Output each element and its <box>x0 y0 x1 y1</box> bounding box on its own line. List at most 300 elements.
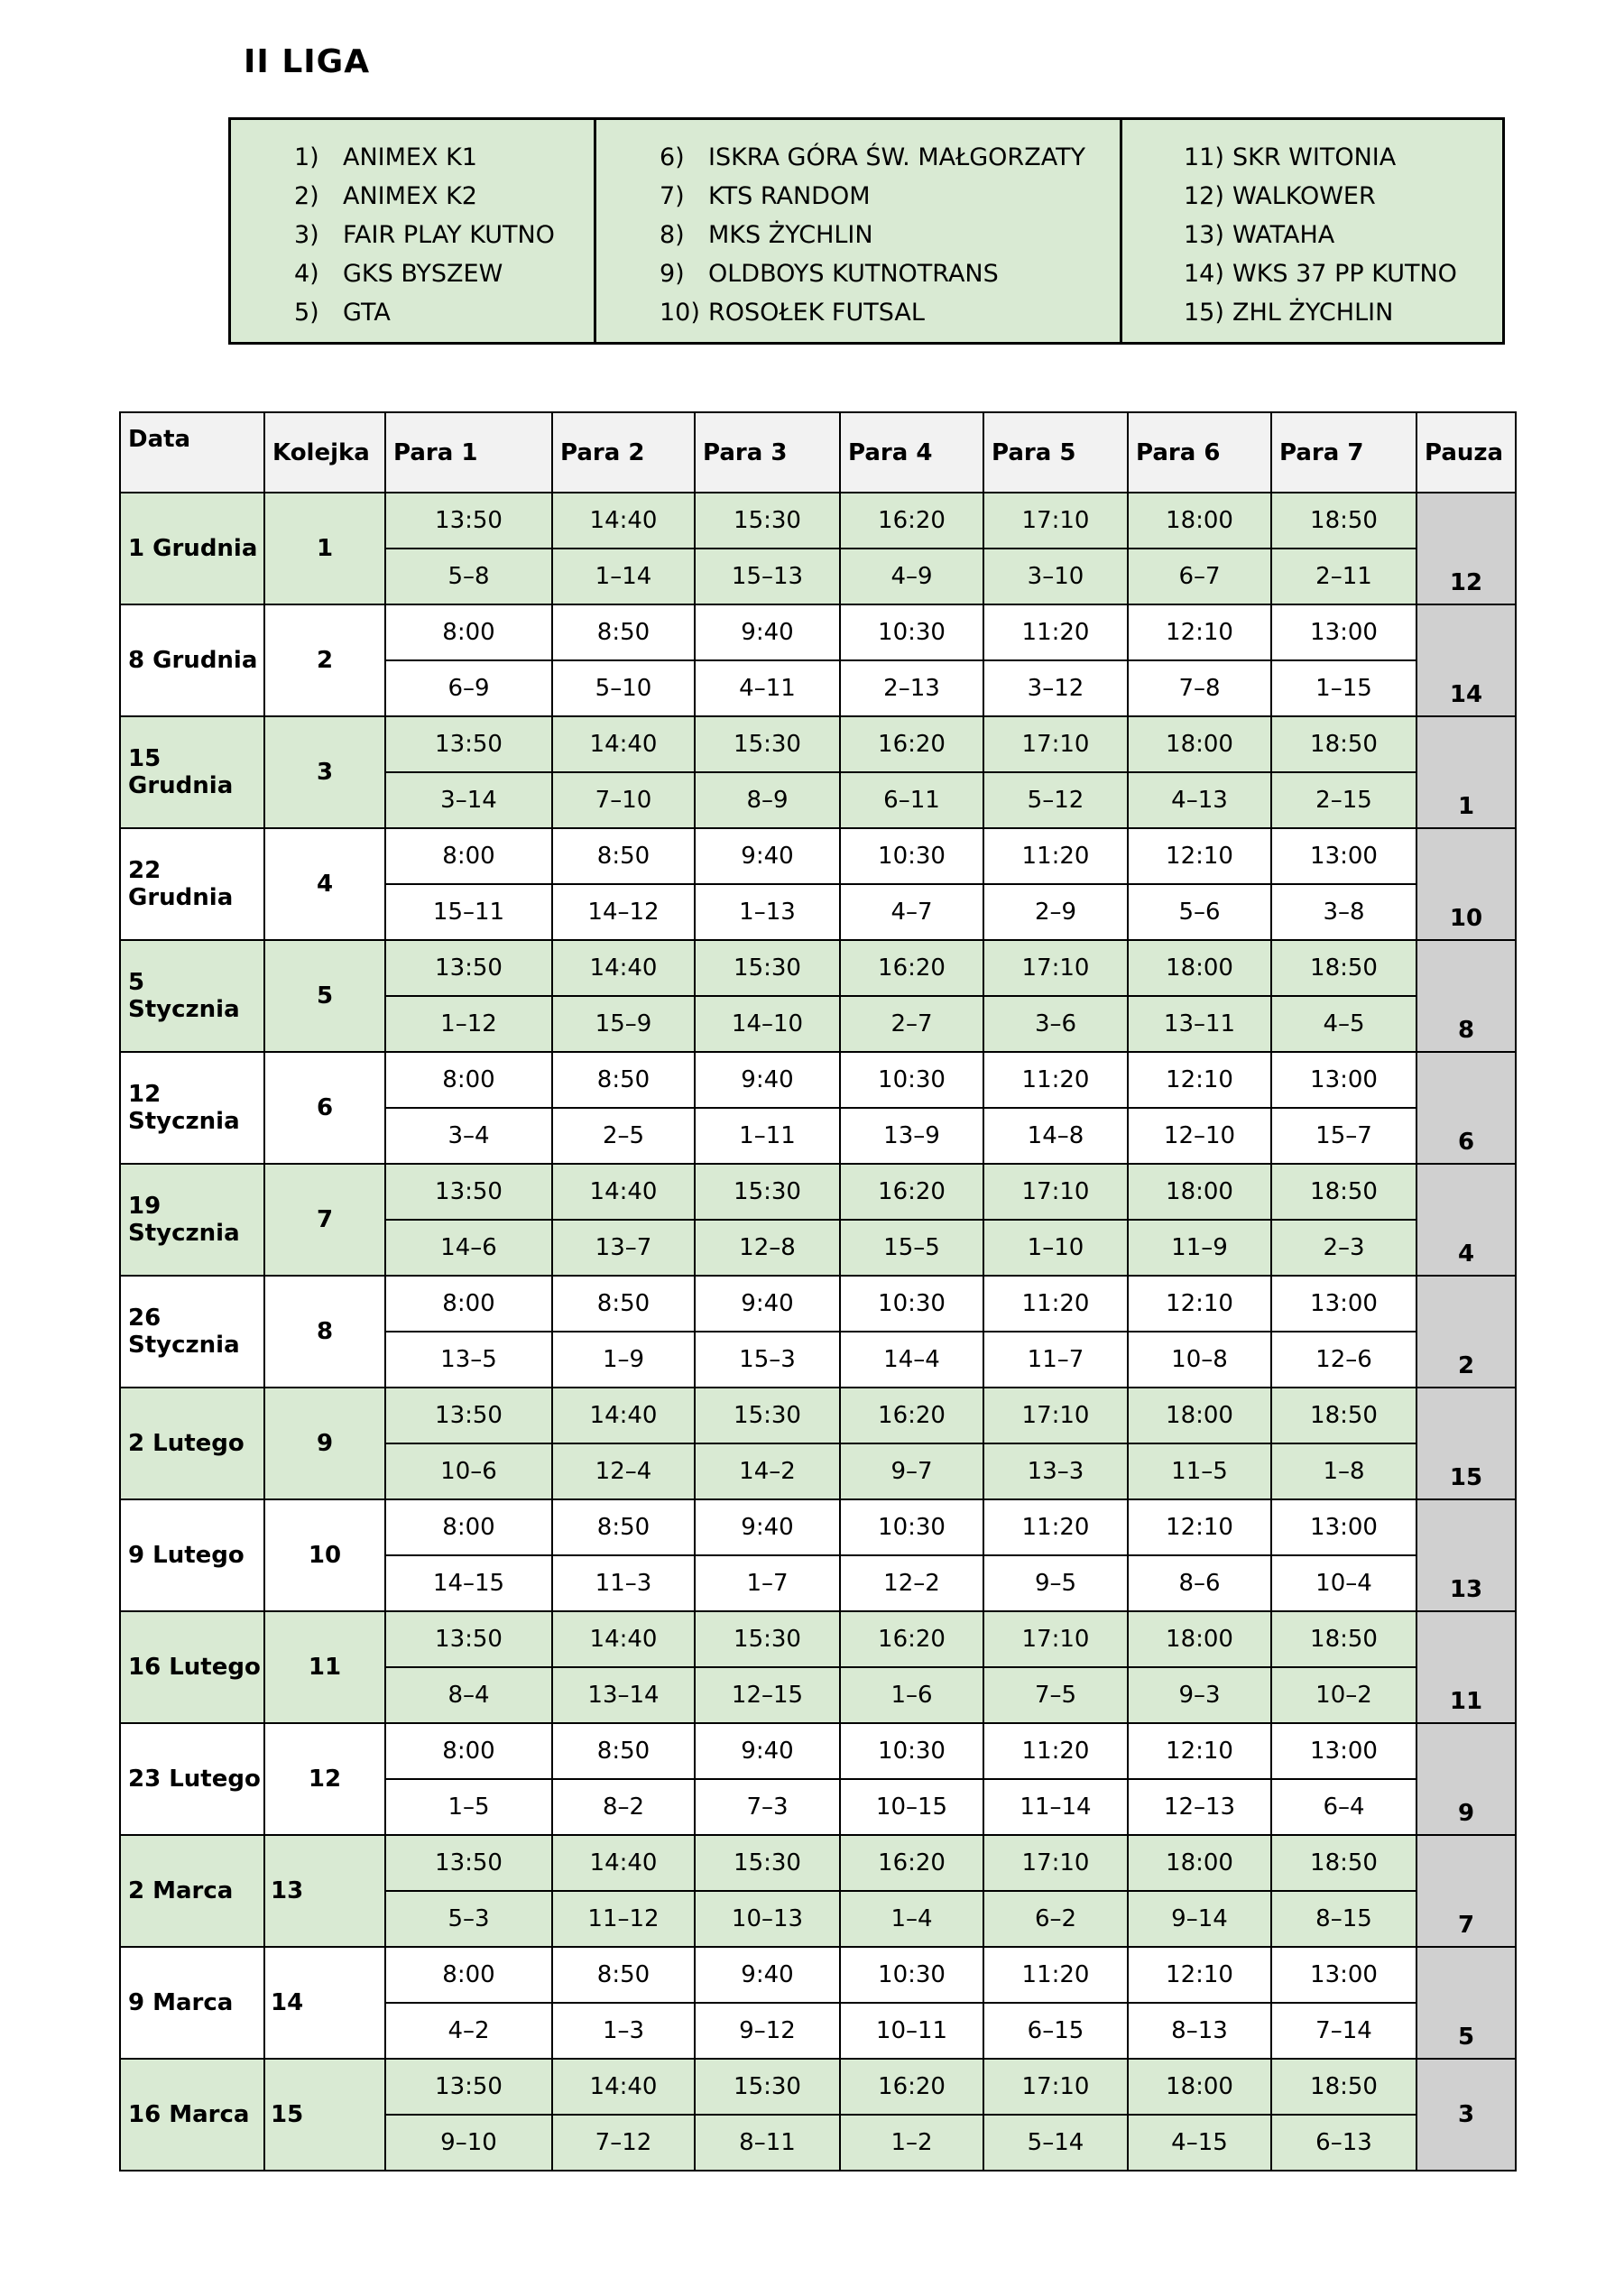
match-pair: 14–2 <box>695 1443 840 1499</box>
team-number: 5) <box>294 299 319 327</box>
match-pair: 1–14 <box>552 549 695 604</box>
match-pair: 4–11 <box>695 660 840 716</box>
team-entry <box>294 177 594 216</box>
team-name: ISKRA GÓRA ŚW. MAŁGORZATY <box>708 143 1086 171</box>
match-time: 18:00 <box>1128 2059 1271 2115</box>
match-time: 9:40 <box>695 1499 840 1555</box>
match-time: 13:50 <box>385 2059 552 2115</box>
team-entry <box>294 138 594 177</box>
header-para-2: Para 2 <box>552 412 695 493</box>
teams-column-3 <box>1120 120 1502 342</box>
match-time: 18:00 <box>1128 1835 1271 1891</box>
match-time: 16:20 <box>840 1388 983 1443</box>
pause-team: 7 <box>1416 1835 1516 1947</box>
match-pair: 11–5 <box>1128 1443 1271 1499</box>
match-pair: 5–8 <box>385 549 552 604</box>
match-pair: 7–12 <box>552 2115 695 2171</box>
round-time-row <box>120 2059 1516 2115</box>
match-time: 18:50 <box>1271 1164 1416 1220</box>
match-time: 12:10 <box>1128 1947 1271 2003</box>
match-pair: 11–9 <box>1128 1220 1271 1276</box>
match-pair: 9–3 <box>1128 1667 1271 1723</box>
match-pair: 2–5 <box>552 1108 695 1164</box>
match-pair: 2–11 <box>1271 549 1416 604</box>
match-pair: 8–13 <box>1128 2003 1271 2059</box>
match-time: 13:00 <box>1271 604 1416 660</box>
match-time: 13:00 <box>1271 1947 1416 2003</box>
round-date: 12 Stycznia <box>120 1052 264 1164</box>
round-number: 6 <box>264 1052 385 1164</box>
match-time: 18:50 <box>1271 716 1416 772</box>
match-pair: 1–6 <box>840 1667 983 1723</box>
match-time: 11:20 <box>983 1499 1128 1555</box>
team-number: 2) <box>294 182 319 210</box>
match-time: 13:00 <box>1271 1276 1416 1332</box>
header-pauza: Pauza <box>1416 412 1516 493</box>
team-entry <box>294 254 594 293</box>
team-number: 13) <box>1184 221 1224 249</box>
match-pair: 10–11 <box>840 2003 983 2059</box>
match-time: 8:50 <box>552 1723 695 1779</box>
round-date: 2 Lutego <box>120 1388 264 1499</box>
match-time: 8:50 <box>552 604 695 660</box>
match-time: 14:40 <box>552 1164 695 1220</box>
team-number: 12) <box>1184 182 1224 210</box>
match-pair: 2–15 <box>1271 772 1416 828</box>
match-time: 18:00 <box>1128 1164 1271 1220</box>
match-time: 11:20 <box>983 828 1128 884</box>
match-time: 11:20 <box>983 1276 1128 1332</box>
team-name: GKS BYSZEW <box>343 260 503 288</box>
match-time: 8:00 <box>385 1052 552 1108</box>
match-time: 18:50 <box>1271 940 1416 996</box>
match-pair: 4–5 <box>1271 996 1416 1052</box>
round-date: 22 Grudnia <box>120 828 264 940</box>
match-pair: 4–9 <box>840 549 983 604</box>
match-pair: 12–4 <box>552 1443 695 1499</box>
match-pair: 4–13 <box>1128 772 1271 828</box>
team-name: SKR WITONIA <box>1232 143 1397 171</box>
match-pair: 1–10 <box>983 1220 1128 1276</box>
match-pair: 7–8 <box>1128 660 1271 716</box>
match-time: 15:30 <box>695 716 840 772</box>
match-time: 13:50 <box>385 940 552 996</box>
match-time: 15:30 <box>695 940 840 996</box>
match-pair: 1–7 <box>695 1555 840 1611</box>
round-time-row <box>120 1499 1516 1555</box>
round-number: 11 <box>264 1611 385 1723</box>
team-name: KTS RANDOM <box>708 182 871 210</box>
match-time: 8:50 <box>552 1052 695 1108</box>
match-time: 18:00 <box>1128 1388 1271 1443</box>
team-name: WATAHA <box>1232 221 1335 249</box>
team-name: OLDBOYS KUTNOTRANS <box>708 260 999 288</box>
match-time: 10:30 <box>840 1052 983 1108</box>
match-time: 12:10 <box>1128 1499 1271 1555</box>
match-time: 11:20 <box>983 1052 1128 1108</box>
round-date: 9 Marca <box>120 1947 264 2059</box>
team-number: 7) <box>660 182 685 210</box>
match-pair: 8–2 <box>552 1779 695 1835</box>
match-time: 16:20 <box>840 1164 983 1220</box>
round-time-row <box>120 604 1516 660</box>
team-number: 8) <box>660 221 685 249</box>
match-pair: 8–4 <box>385 1667 552 1723</box>
pause-team: 9 <box>1416 1723 1516 1835</box>
match-pair: 8–11 <box>695 2115 840 2171</box>
match-time: 15:30 <box>695 1388 840 1443</box>
pause-team: 10 <box>1416 828 1516 940</box>
match-time: 8:00 <box>385 1276 552 1332</box>
pause-team: 2 <box>1416 1276 1516 1388</box>
match-time: 18:50 <box>1271 1835 1416 1891</box>
round-time-row <box>120 1723 1516 1779</box>
round-time-row <box>120 1164 1516 1220</box>
header-para-7: Para 7 <box>1271 412 1416 493</box>
match-pair: 1–8 <box>1271 1443 1416 1499</box>
match-pair: 10–8 <box>1128 1332 1271 1388</box>
teams-legend <box>228 117 1505 345</box>
team-entry <box>660 254 1120 293</box>
match-time: 13:50 <box>385 1164 552 1220</box>
match-time: 9:40 <box>695 604 840 660</box>
pause-team: 3 <box>1416 2059 1516 2171</box>
round-time-row <box>120 828 1516 884</box>
match-pair: 2–3 <box>1271 1220 1416 1276</box>
match-time: 12:10 <box>1128 828 1271 884</box>
match-pair: 6–11 <box>840 772 983 828</box>
match-pair: 11–14 <box>983 1779 1128 1835</box>
match-pair: 1–12 <box>385 996 552 1052</box>
match-time: 13:50 <box>385 716 552 772</box>
match-pair: 6–7 <box>1128 549 1271 604</box>
team-entry <box>1184 138 1502 177</box>
match-pair: 12–2 <box>840 1555 983 1611</box>
round-time-row <box>120 1052 1516 1108</box>
match-time: 18:00 <box>1128 493 1271 549</box>
schedule-header-row <box>120 412 1516 493</box>
match-time: 8:00 <box>385 1723 552 1779</box>
match-pair: 1–15 <box>1271 660 1416 716</box>
team-entry <box>294 216 594 254</box>
match-time: 16:20 <box>840 716 983 772</box>
match-pair: 13–14 <box>552 1667 695 1723</box>
schedule-table <box>119 411 1517 2172</box>
round-time-row <box>120 493 1516 549</box>
round-time-row <box>120 1276 1516 1332</box>
match-pair: 9–10 <box>385 2115 552 2171</box>
match-pair: 1–13 <box>695 884 840 940</box>
match-time: 13:00 <box>1271 828 1416 884</box>
match-pair: 12–15 <box>695 1667 840 1723</box>
match-time: 8:00 <box>385 1947 552 2003</box>
match-time: 13:50 <box>385 493 552 549</box>
match-time: 8:50 <box>552 1947 695 2003</box>
match-pair: 7–10 <box>552 772 695 828</box>
match-time: 11:20 <box>983 1723 1128 1779</box>
match-time: 11:20 <box>983 1947 1128 2003</box>
match-pair: 6–15 <box>983 2003 1128 2059</box>
match-time: 10:30 <box>840 1947 983 2003</box>
match-time: 8:00 <box>385 604 552 660</box>
round-number: 12 <box>264 1723 385 1835</box>
team-name: GTA <box>343 299 391 327</box>
match-pair: 5–12 <box>983 772 1128 828</box>
pause-team: 4 <box>1416 1164 1516 1276</box>
team-name: ZHL ŻYCHLIN <box>1232 299 1394 327</box>
match-time: 9:40 <box>695 1276 840 1332</box>
match-time: 15:30 <box>695 2059 840 2115</box>
round-date: 1 Grudnia <box>120 493 264 604</box>
team-name: ANIMEX K2 <box>343 182 477 210</box>
match-pair: 14–4 <box>840 1332 983 1388</box>
team-entry <box>660 138 1120 177</box>
match-time: 14:40 <box>552 716 695 772</box>
match-time: 8:50 <box>552 828 695 884</box>
team-name: WALKOWER <box>1232 182 1376 210</box>
match-pair: 1–11 <box>695 1108 840 1164</box>
team-entry <box>660 293 1120 332</box>
team-name: ROSOŁEK FUTSAL <box>708 299 925 327</box>
round-date: 8 Grudnia <box>120 604 264 716</box>
match-pair: 15–9 <box>552 996 695 1052</box>
match-time: 13:50 <box>385 1611 552 1667</box>
match-time: 8:50 <box>552 1276 695 1332</box>
match-pair: 5–14 <box>983 2115 1128 2171</box>
team-name: ANIMEX K1 <box>343 143 477 171</box>
match-time: 12:10 <box>1128 1052 1271 1108</box>
match-pair: 14–8 <box>983 1108 1128 1164</box>
match-pair: 1–4 <box>840 1891 983 1947</box>
match-pair: 10–4 <box>1271 1555 1416 1611</box>
match-pair: 9–14 <box>1128 1891 1271 1947</box>
round-date: 2 Marca <box>120 1835 264 1947</box>
team-number: 11) <box>1184 143 1224 171</box>
match-pair: 15–7 <box>1271 1108 1416 1164</box>
team-entry <box>1184 293 1502 332</box>
match-time: 12:10 <box>1128 1723 1271 1779</box>
team-number: 1) <box>294 143 319 171</box>
match-pair: 12–8 <box>695 1220 840 1276</box>
match-pair: 1–2 <box>840 2115 983 2171</box>
round-date: 15 Grudnia <box>120 716 264 828</box>
match-time: 17:10 <box>983 1164 1128 1220</box>
round-number: 3 <box>264 716 385 828</box>
team-number: 3) <box>294 221 319 249</box>
header-para-1: Para 1 <box>385 412 552 493</box>
round-time-row <box>120 1835 1516 1891</box>
match-time: 18:00 <box>1128 716 1271 772</box>
match-pair: 1–5 <box>385 1779 552 1835</box>
match-pair: 6–4 <box>1271 1779 1416 1835</box>
match-pair: 11–3 <box>552 1555 695 1611</box>
match-pair: 2–7 <box>840 996 983 1052</box>
match-pair: 2–9 <box>983 884 1128 940</box>
team-number: 14) <box>1184 260 1224 288</box>
round-date: 23 Lutego <box>120 1723 264 1835</box>
team-number: 4) <box>294 260 319 288</box>
match-pair: 15–13 <box>695 549 840 604</box>
match-pair: 10–2 <box>1271 1667 1416 1723</box>
team-entry <box>1184 216 1502 254</box>
round-number: 1 <box>264 493 385 604</box>
match-time: 18:50 <box>1271 2059 1416 2115</box>
round-time-row <box>120 1388 1516 1443</box>
header-para-4: Para 4 <box>840 412 983 493</box>
round-date: 5 Stycznia <box>120 940 264 1052</box>
match-pair: 6–13 <box>1271 2115 1416 2171</box>
match-time: 10:30 <box>840 1723 983 1779</box>
round-number: 5 <box>264 940 385 1052</box>
match-time: 9:40 <box>695 1947 840 2003</box>
match-pair: 8–9 <box>695 772 840 828</box>
round-date: 9 Lutego <box>120 1499 264 1611</box>
match-time: 16:20 <box>840 493 983 549</box>
match-pair: 3–6 <box>983 996 1128 1052</box>
match-time: 13:50 <box>385 1388 552 1443</box>
match-time: 14:40 <box>552 2059 695 2115</box>
match-pair: 15–5 <box>840 1220 983 1276</box>
match-pair: 13–3 <box>983 1443 1128 1499</box>
match-time: 18:50 <box>1271 493 1416 549</box>
match-pair: 9–7 <box>840 1443 983 1499</box>
match-time: 10:30 <box>840 1276 983 1332</box>
match-pair: 12–10 <box>1128 1108 1271 1164</box>
pause-team: 14 <box>1416 604 1516 716</box>
match-pair: 5–3 <box>385 1891 552 1947</box>
match-pair: 1–3 <box>552 2003 695 2059</box>
match-time: 17:10 <box>983 1611 1128 1667</box>
round-time-row <box>120 1947 1516 2003</box>
header-para-5: Para 5 <box>983 412 1128 493</box>
pause-team: 8 <box>1416 940 1516 1052</box>
match-time: 16:20 <box>840 1835 983 1891</box>
match-pair: 3–8 <box>1271 884 1416 940</box>
match-pair: 5–6 <box>1128 884 1271 940</box>
match-pair: 13–9 <box>840 1108 983 1164</box>
match-time: 17:10 <box>983 1388 1128 1443</box>
match-pair: 5–10 <box>552 660 695 716</box>
match-time: 9:40 <box>695 828 840 884</box>
pause-team: 5 <box>1416 1947 1516 2059</box>
team-number: 9) <box>660 260 685 288</box>
team-number: 15) <box>1184 299 1224 327</box>
round-number: 8 <box>264 1276 385 1388</box>
team-number: 10) <box>660 299 700 327</box>
round-number: 15 <box>264 2059 385 2171</box>
match-pair: 4–2 <box>385 2003 552 2059</box>
round-number: 7 <box>264 1164 385 1276</box>
match-pair: 7–5 <box>983 1667 1128 1723</box>
match-time: 9:40 <box>695 1052 840 1108</box>
match-time: 12:10 <box>1128 1276 1271 1332</box>
match-pair: 12–13 <box>1128 1779 1271 1835</box>
match-pair: 3–14 <box>385 772 552 828</box>
team-entry <box>1184 177 1502 216</box>
match-pair: 8–15 <box>1271 1891 1416 1947</box>
match-time: 10:30 <box>840 604 983 660</box>
match-pair: 9–12 <box>695 2003 840 2059</box>
match-pair: 13–7 <box>552 1220 695 1276</box>
match-time: 14:40 <box>552 1835 695 1891</box>
match-time: 8:00 <box>385 828 552 884</box>
match-pair: 3–4 <box>385 1108 552 1164</box>
match-time: 16:20 <box>840 1611 983 1667</box>
round-number: 10 <box>264 1499 385 1611</box>
team-entry <box>294 293 594 332</box>
round-date: 16 Marca <box>120 2059 264 2171</box>
pause-team: 11 <box>1416 1611 1516 1723</box>
match-time: 13:50 <box>385 1835 552 1891</box>
match-time: 13:00 <box>1271 1499 1416 1555</box>
match-time: 8:50 <box>552 1499 695 1555</box>
match-pair: 13–5 <box>385 1332 552 1388</box>
match-time: 14:40 <box>552 1388 695 1443</box>
pause-team: 6 <box>1416 1052 1516 1164</box>
round-number: 14 <box>264 1947 385 2059</box>
match-pair: 10–15 <box>840 1779 983 1835</box>
round-number: 13 <box>264 1835 385 1947</box>
header-kolejka: Kolejka <box>264 412 385 493</box>
match-pair: 1–9 <box>552 1332 695 1388</box>
match-time: 17:10 <box>983 716 1128 772</box>
header-data: Data <box>120 412 264 493</box>
header-para-3: Para 3 <box>695 412 840 493</box>
match-time: 10:30 <box>840 1499 983 1555</box>
round-time-row <box>120 940 1516 996</box>
round-time-row <box>120 716 1516 772</box>
team-name: MKS ŻYCHLIN <box>708 221 873 249</box>
match-pair: 14–15 <box>385 1555 552 1611</box>
match-pair: 3–12 <box>983 660 1128 716</box>
match-time: 10:30 <box>840 828 983 884</box>
match-pair: 7–14 <box>1271 2003 1416 2059</box>
match-pair: 14–10 <box>695 996 840 1052</box>
pause-team: 15 <box>1416 1388 1516 1499</box>
match-pair: 15–11 <box>385 884 552 940</box>
pause-team: 1 <box>1416 716 1516 828</box>
team-entry <box>660 216 1120 254</box>
match-time: 18:00 <box>1128 1611 1271 1667</box>
match-time: 14:40 <box>552 940 695 996</box>
match-time: 16:20 <box>840 940 983 996</box>
match-time: 14:40 <box>552 493 695 549</box>
round-date: 16 Lutego <box>120 1611 264 1723</box>
teams-column-1 <box>231 120 594 342</box>
match-time: 17:10 <box>983 2059 1128 2115</box>
match-time: 9:40 <box>695 1723 840 1779</box>
match-pair: 10–13 <box>695 1891 840 1947</box>
teams-column-2 <box>594 120 1120 342</box>
match-pair: 13–11 <box>1128 996 1271 1052</box>
match-pair: 14–6 <box>385 1220 552 1276</box>
match-time: 13:00 <box>1271 1052 1416 1108</box>
match-time: 15:30 <box>695 1164 840 1220</box>
team-name: FAIR PLAY KUTNO <box>343 221 555 249</box>
match-time: 18:50 <box>1271 1388 1416 1443</box>
match-time: 15:30 <box>695 493 840 549</box>
match-time: 18:00 <box>1128 940 1271 996</box>
match-time: 18:50 <box>1271 1611 1416 1667</box>
round-time-row <box>120 1611 1516 1667</box>
match-time: 17:10 <box>983 940 1128 996</box>
match-time: 15:30 <box>695 1611 840 1667</box>
page-title: II LIGA <box>244 43 371 80</box>
team-number: 6) <box>660 143 685 171</box>
match-pair: 14–12 <box>552 884 695 940</box>
match-pair: 3–10 <box>983 549 1128 604</box>
match-time: 15:30 <box>695 1835 840 1891</box>
